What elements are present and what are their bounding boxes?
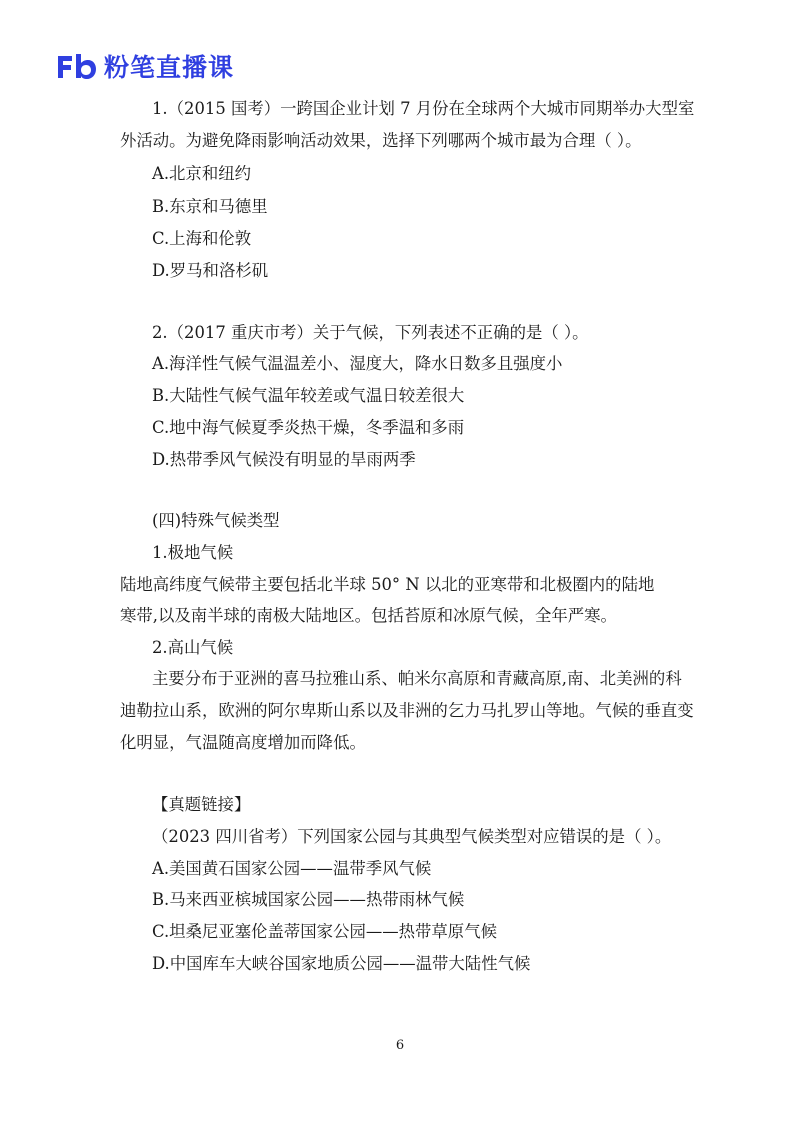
polar-text-line1: 陆地高纬度气候带主要包括北半球 50° N 以北的亚寒带和北极圈内的陆地 bbox=[120, 575, 655, 594]
q1-option-a: A.北京和纽约 bbox=[152, 164, 251, 183]
q1-stem-line1: 1.（2015 国考）一跨国企业计划 7 月份在全球两个大城市同期举办大型室 bbox=[152, 99, 695, 118]
polar-text-line2: 寒带,以及南半球的南极大陆地区。包括苔原和冰原气候，全年严寒。 bbox=[120, 606, 617, 625]
q2-stem: 2.（2017 重庆市考）关于气候，下列表述不正确的是（ ）。 bbox=[152, 323, 589, 342]
subheading-highland: 2.高山气候 bbox=[152, 638, 234, 657]
exam-link-heading: 【真题链接】 bbox=[152, 795, 251, 814]
q1-option-b: B.东京和马德里 bbox=[152, 197, 268, 216]
q1-stem-line2: 外活动。为避免降雨影响活动效果，选择下列哪两个城市最为合理（ ）。 bbox=[120, 131, 642, 150]
q2-option-d: D.热带季风气候没有明显的旱雨两季 bbox=[152, 450, 416, 469]
highland-text-line1: 主要分布于亚洲的喜马拉雅山系、帕米尔高原和青藏高原,南、北美洲的科 bbox=[152, 669, 682, 688]
section-heading: (四)特殊气候类型 bbox=[152, 511, 280, 530]
q2-option-a: A.海洋性气候气温温差小、湿度大，降水日数多且强度小 bbox=[152, 354, 563, 373]
highland-text-line2: 迪勒拉山系，欧洲的阿尔卑斯山系以及非洲的乞力马扎罗山等地。气候的垂直变 bbox=[120, 701, 694, 720]
q3-option-c: C.坦桑尼亚塞伦盖蒂国家公园——热带草原气候 bbox=[152, 922, 497, 941]
q3-option-d: D.中国库车大峡谷国家地质公园——温带大陆性气候 bbox=[152, 954, 531, 973]
q2-option-c: C.地中海气候夏季炎热干燥，冬季温和多雨 bbox=[152, 418, 465, 437]
q3-option-b: B.马来西亚槟城国家公园——热带雨林气候 bbox=[152, 890, 465, 909]
q2-option-b: B.大陆性气候气温年较差或气温日较差很大 bbox=[152, 386, 465, 405]
fb-logo-icon bbox=[56, 52, 98, 80]
q3-stem: （2023 四川省考）下列国家公园与其典型气候类型对应错误的是（ ）。 bbox=[152, 827, 672, 846]
subheading-polar: 1.极地气候 bbox=[152, 543, 234, 562]
q3-option-a: A.美国黄石国家公园——温带季风气候 bbox=[152, 859, 432, 878]
page-number: 6 bbox=[395, 1038, 405, 1053]
q1-option-d: D.罗马和洛杉矶 bbox=[152, 261, 269, 280]
brand-logo bbox=[56, 50, 234, 82]
brand-name: 粉笔直播课 bbox=[104, 53, 235, 82]
q1-option-c: C.上海和伦敦 bbox=[152, 229, 252, 248]
highland-text-line3: 化明显，气温随高度增加而降低。 bbox=[120, 733, 366, 752]
